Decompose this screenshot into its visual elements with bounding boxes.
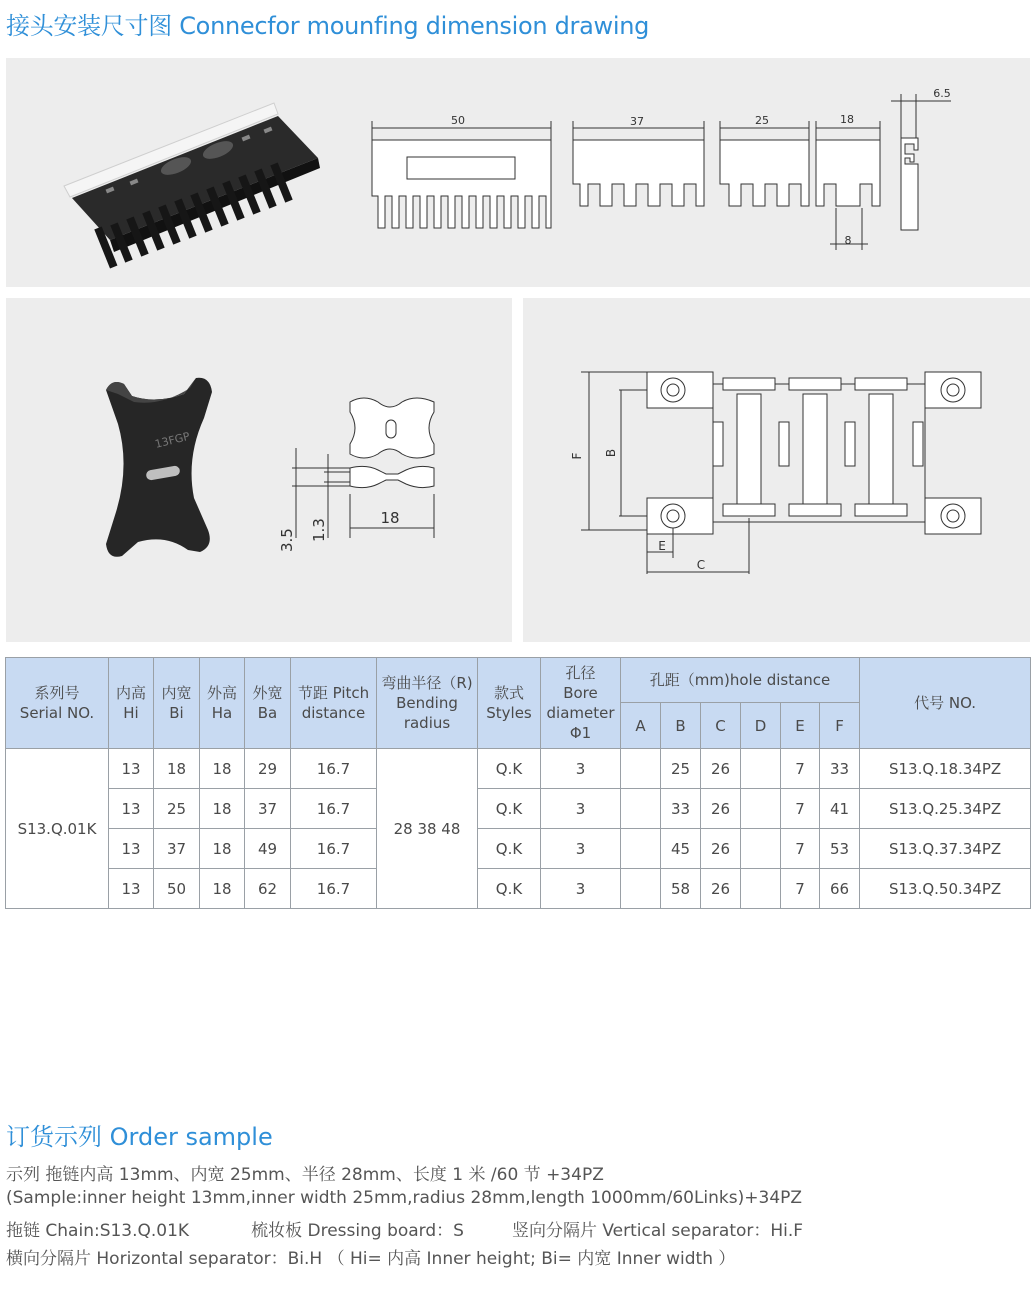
header-no: 代号 NO. [860,658,1031,749]
header-a: A [621,703,661,749]
cell-bi: 37 [154,829,200,869]
label-c: C [696,558,706,572]
cell-hi: 13 [109,749,154,789]
cell-bore: 3 [541,749,621,789]
header-bi: 内宽 Bi [154,658,200,749]
cell-c: 26 [701,869,741,909]
cell-bi: 25 [154,789,200,829]
connector-drawing-panel [6,58,1030,287]
cell-pitch: 16.7 [291,749,377,789]
cell-bi: 50 [154,869,200,909]
table-row [6,749,1031,789]
cell-pitch: 16.7 [291,829,377,869]
dim-1-3: 1.3 [310,518,328,542]
cell-ba: 62 [245,869,291,909]
cell-style: Q.K [478,749,541,789]
cell-a [621,869,661,909]
cell-a [621,749,661,789]
cell-ha: 18 [200,749,245,789]
spec-table [5,657,1031,909]
cell-style: Q.K [478,829,541,869]
cell-e: 7 [781,869,820,909]
connector-dimension-drawing [6,58,1030,287]
cell-hi: 13 [109,789,154,829]
cell-b: 25 [661,749,701,789]
cell-hi: 13 [109,829,154,869]
dim-18-separator: 18 [380,509,400,527]
dim-8: 8 [844,234,852,247]
header-bore: 孔径 Bore diameter Φ1 [541,658,621,749]
header-d: D [741,703,781,749]
cell-f: 41 [820,789,860,829]
cell-c: 26 [701,789,741,829]
table-row [6,789,1031,829]
header-e: E [781,703,820,749]
separator-product-image [106,378,212,557]
dim-6-5: 6.5 [933,87,951,100]
label-f: F [570,452,584,460]
header-ba: 外宽 Ba [245,658,291,749]
cell-f: 53 [820,829,860,869]
cell-d [741,869,781,909]
dim-3-5: 3.5 [278,528,296,552]
cell-hi: 13 [109,869,154,909]
header-pitch: 节距 Pitch distance [291,658,377,749]
order-dressing-board: 梳妆板 Dressing board：S [251,1221,464,1241]
order-line-2: (Sample:inner height 13mm,inner width 25mm,radius 28mm,length 1000mm/60Links)+34PZ [6,1188,803,1208]
cell-f: 66 [820,869,860,909]
cell-f: 33 [820,749,860,789]
table-row [6,869,1031,909]
header-ha: 外高 Ha [200,658,245,749]
cell-c: 26 [701,829,741,869]
cell-no: S13.Q.25.34PZ [860,789,1031,829]
header-styles: 款式 Styles [478,658,541,749]
dim-50: 50 [451,114,465,127]
page-title: 接头安装尺寸图 Connecfor mounfing dimension drawing [6,12,650,40]
cell-d [741,749,781,789]
comb-product-image [64,103,320,268]
header-hi: 内高 Hi [109,658,154,749]
label-e: E [658,539,666,553]
label-b: B [604,448,618,458]
cell-ha: 18 [200,829,245,869]
cell-ba: 49 [245,829,291,869]
cell-bi: 18 [154,749,200,789]
cell-ha: 18 [200,869,245,909]
header-hole-distance: 孔距（mm)hole distance [621,658,860,703]
order-line-1: 示列 拖链内高 13mm、内宽 25mm、半径 28mm、长度 1 米 /60 节 +34PZ [6,1165,604,1185]
cell-no: S13.Q.37.34PZ [860,829,1031,869]
header-serial: 系列号 Serial NO. [6,658,109,749]
cell-b: 33 [661,789,701,829]
cell-bore: 3 [541,789,621,829]
cell-pitch: 16.7 [291,789,377,829]
cell-no: S13.Q.50.34PZ [860,869,1031,909]
cell-ba: 37 [245,789,291,829]
cell-e: 7 [781,749,820,789]
radius-cell: 28 38 48 [377,749,478,909]
cell-e: 7 [781,789,820,829]
cell-d [741,829,781,869]
separator-drawing-panel [6,298,512,642]
cell-style: Q.K [478,789,541,829]
cell-c: 26 [701,749,741,789]
cell-no: S13.Q.18.34PZ [860,749,1031,789]
header-f: F [820,703,860,749]
cell-b: 58 [661,869,701,909]
header-c: C [701,703,741,749]
hole-distance-drawing [523,298,1030,642]
table-row [6,829,1031,869]
cell-style: Q.K [478,869,541,909]
cell-bore: 3 [541,869,621,909]
cell-pitch: 16.7 [291,869,377,909]
cell-ha: 18 [200,789,245,829]
cell-e: 7 [781,829,820,869]
order-line-3 [6,1216,803,1241]
cell-b: 45 [661,829,701,869]
dim-37: 37 [630,115,644,128]
dim-18: 18 [840,113,854,126]
serial-cell: S13.Q.01K [6,749,109,909]
cell-a [621,789,661,829]
hole-distance-drawing-panel [523,298,1030,642]
order-vertical-separator: 竖向分隔片 Vertical separator：Hi.F [511,1221,804,1241]
dim-25: 25 [755,114,769,127]
separator-dimension-drawing [6,298,512,642]
header-radius: 弯曲半径（R) Bending radius [377,658,478,749]
order-line-4: 横向分隔片 Horizontal separator：Bi.H （ Hi= 内高 Inner height; Bi= 内宽 Inner width ） [6,1249,736,1269]
order-chain: 拖链 Chain:S13.Q.01K [6,1221,190,1241]
part-label: 13FGP [153,429,192,451]
header-b: B [661,703,701,749]
cell-a [621,829,661,869]
cell-d [741,789,781,829]
cell-ba: 29 [245,749,291,789]
cell-bore: 3 [541,829,621,869]
order-title: 订货示列 Order sample [6,1123,273,1151]
